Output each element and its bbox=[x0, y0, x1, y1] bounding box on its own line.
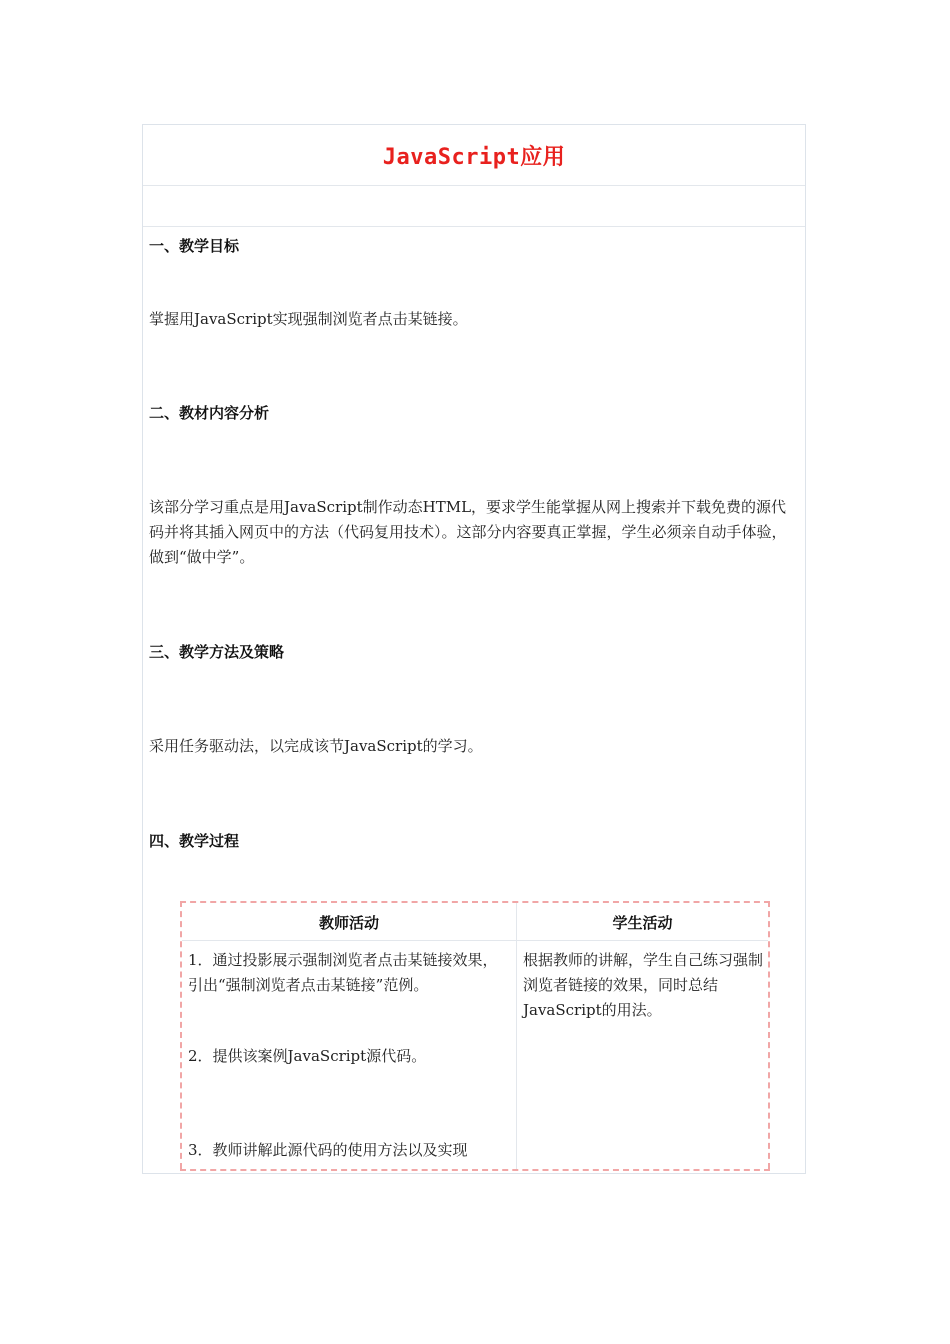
document-title: JavaScript应用 bbox=[382, 144, 566, 170]
section-body-methods: 采用任务驱动法，以完成该节JavaScript的学习。 bbox=[149, 737, 483, 755]
section-body-analysis: 该部分学习重点是用JavaScript制作动态HTML，要求学生能掌握从网上搜索并下载免费的源代码并将其插入网页中的方法（代码复用技术）。这部分内容要真正掌握，学生必须亲自动手体验，做到“做中学”。 bbox=[149, 498, 787, 566]
student-activity-text: 根据教师的讲解，学生自己练习强制浏览者链接的效果，同时总结JavaScript的用法。 bbox=[523, 951, 764, 1019]
section-heading-goals: 一、教学目标 bbox=[149, 237, 240, 255]
document-frame bbox=[142, 124, 806, 1174]
empty-row bbox=[143, 186, 805, 227]
table-header-row bbox=[182, 903, 768, 941]
teacher-step-2: 2．提供该案例JavaScript源代码。 bbox=[188, 1047, 427, 1065]
section-body-goals: 掌握用JavaScript实现强制浏览者点击某链接。 bbox=[149, 310, 468, 328]
teacher-step-1: 1．通过投影展示强制浏览者点击某链接效果，引出“强制浏览者点击某链接”范例。 bbox=[188, 951, 498, 994]
teacher-step-3: 3．教师讲解此源代码的使用方法以及实现 bbox=[188, 1141, 468, 1159]
header-teacher-activity: 教师活动 bbox=[318, 913, 379, 932]
header-student-activity: 学生活动 bbox=[612, 913, 673, 932]
section-heading-methods: 三、教学方法及策略 bbox=[149, 643, 285, 661]
process-table bbox=[180, 901, 770, 1169]
title-row bbox=[143, 125, 805, 186]
column-divider bbox=[516, 903, 517, 1169]
section-heading-analysis: 二、教材内容分析 bbox=[149, 404, 270, 422]
table-bottom-border bbox=[180, 1169, 770, 1171]
section-heading-process: 四、教学过程 bbox=[149, 832, 240, 850]
